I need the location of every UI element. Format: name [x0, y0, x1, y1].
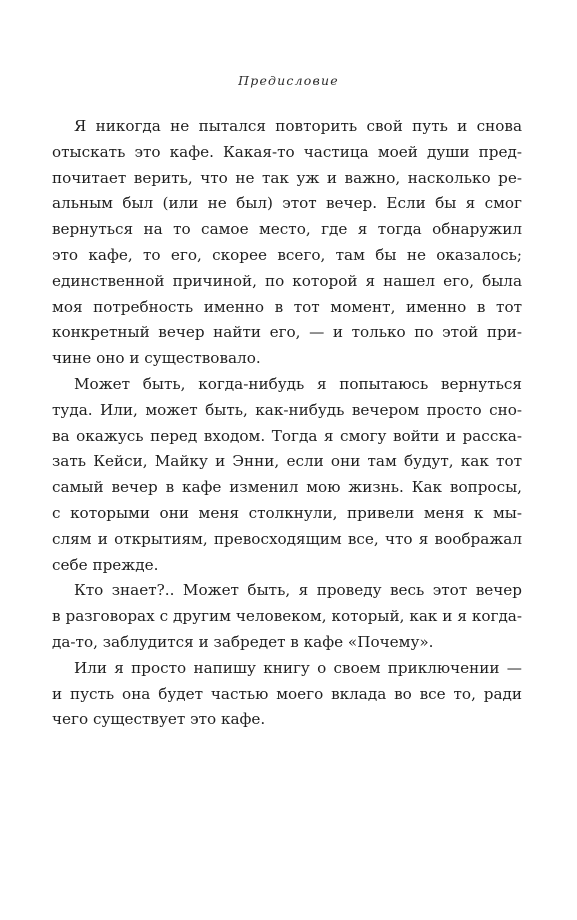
text-line: зать Кейси, Майку и Энни, если они там будут, как тот [52, 452, 522, 471]
text-line: себе прежде. [52, 555, 159, 574]
body-text [52, 114, 522, 733]
text-line: Я никогда не пытался повторить свой путь и снова [74, 117, 522, 135]
text-line: Кто знает?.. Может быть, я проведу весь этот вечер [74, 581, 522, 600]
text-line: Может быть, когда-нибудь я попытаюсь вернуться [74, 374, 522, 393]
text-line: и пусть она будет частью моего вклада во все то, ради [52, 684, 522, 703]
text-line: отыскать это кафе. Какая-то частица моей души пред- [52, 142, 522, 161]
text-line: это кафе, то его, скорее всего, там бы не оказалось; [52, 245, 522, 264]
text-line: ва окажусь перед входом. Тогда я смогу войти и расска- [52, 426, 522, 445]
text-line: в разговорах с другим человеком, который, как и я когда- [52, 607, 522, 626]
text-line: альным был (или не был) этот вечер. Если бы я смог [52, 194, 522, 213]
paragraph-4 [52, 656, 522, 733]
text-line: слям и открытиям, превосходящим все, что я воображал [52, 529, 522, 548]
paragraph-2 [52, 372, 522, 578]
text-line: чего существует это кафе. [52, 710, 266, 729]
text-line: да-то, заблудится и забредет в кафе «Почему». [52, 632, 434, 651]
text-line: с которыми они меня столкнули, привели меня к мы- [52, 503, 522, 522]
paragraph-3 [52, 578, 522, 655]
text-line: вернуться на то самое место, где я тогда обнаружил [52, 220, 522, 239]
text-line: Или я просто напишу книгу о своем приключении — [74, 658, 522, 677]
running-head: Предисловие [238, 73, 339, 88]
text-line: единственной причиной, по которой я нашел его, была [52, 271, 522, 290]
text-line: туда. Или, может быть, как-нибудь вечером просто сно- [52, 400, 522, 419]
paragraph-1 [52, 114, 522, 372]
text-line: самый вечер в кафе изменил мою жизнь. Как вопросы, [52, 478, 522, 497]
text-line: чине оно и существовало. [52, 349, 261, 368]
text-line: моя потребность именно в тот момент, именно в тот [52, 297, 522, 316]
text-line: почитает верить, что не так уж и важно, насколько ре- [52, 168, 522, 187]
text-line: конкретный вечер найти его, — и только по этой при- [52, 323, 522, 342]
